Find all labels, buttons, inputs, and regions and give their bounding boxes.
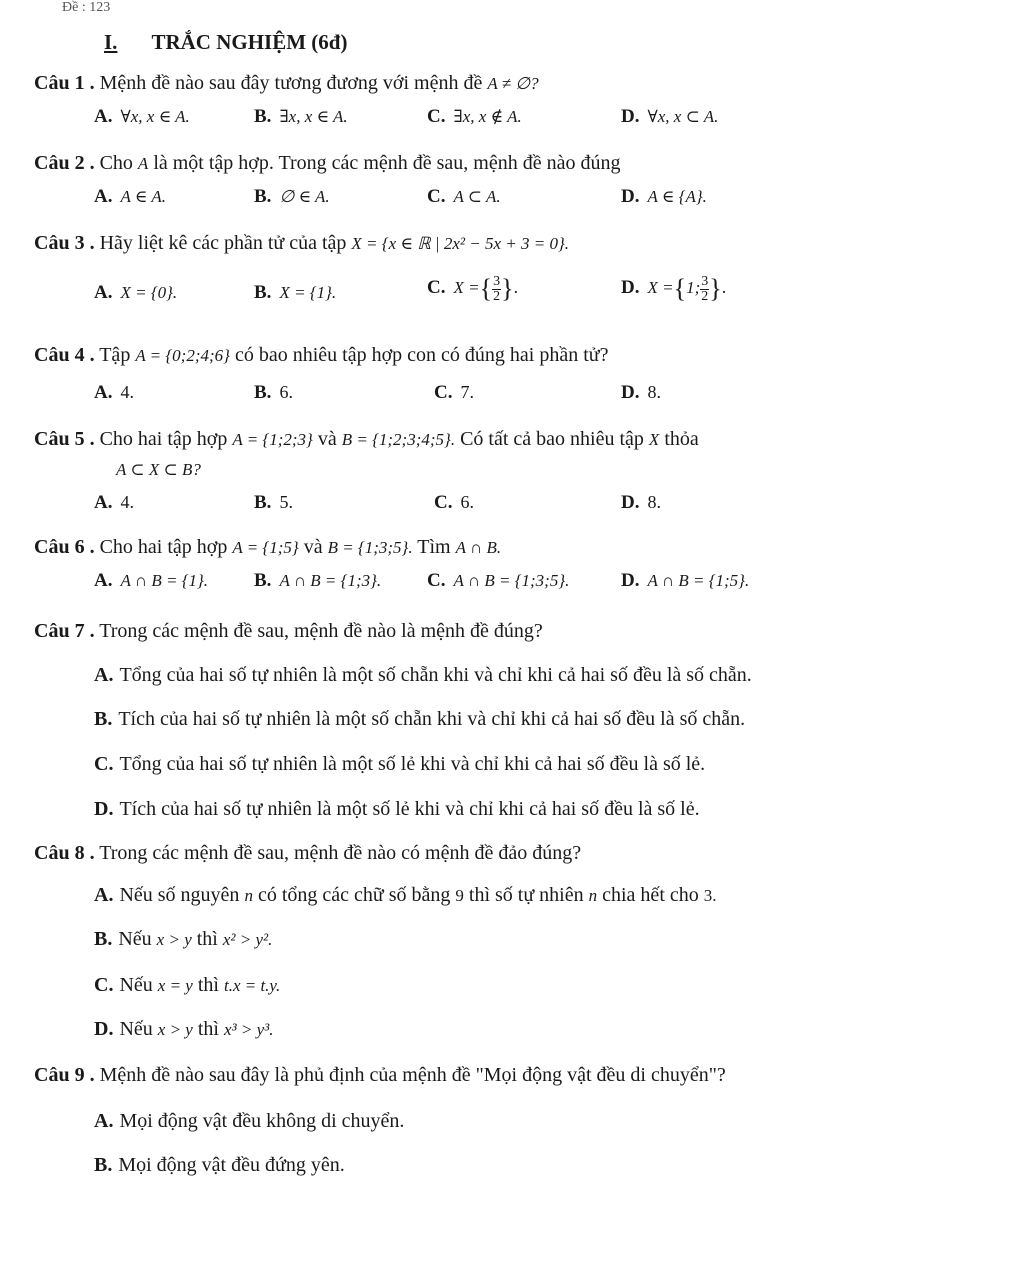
- option-b: B. A ∩ B = {1;3}.: [254, 570, 382, 591]
- question-3: Câu 3 . Hãy liệt kê các phần tử của tập X = {x ∈ ℝ | 2x² − 5x + 3 = 0}.: [34, 232, 569, 254]
- section-number: I.: [104, 30, 118, 54]
- option-c: C. 7.: [434, 382, 474, 403]
- question-1: [34, 72, 539, 95]
- option-b: B. Mọi động vật đều đứng yên.: [94, 1154, 345, 1176]
- question-6: Câu 6 . Cho hai tập hợp A = {1;5} và B = {1;3;5}. Tìm A ∩ B.: [34, 536, 502, 558]
- option-c: C. ∃x, x ∉ A.: [427, 106, 522, 127]
- option-c: C. 6.: [434, 492, 474, 513]
- question-text: Mệnh đề nào sau đây tương đương với mệnh đề: [99, 72, 483, 94]
- option-d: D. Nếu x > y thì x³ > y³.: [94, 1018, 274, 1040]
- option-d: D. 8.: [621, 382, 661, 403]
- option-a: A. Tổng của hai số tự nhiên là một số chẵn khi và chỉ khi cả hai số đều là số chẵn.: [94, 664, 752, 686]
- option-d: D. A ∩ B = {1;5}.: [621, 570, 750, 591]
- question-2: Câu 2 . Cho A là một tập hợp. Trong các mệnh đề sau, mệnh đề nào đúng: [34, 152, 621, 174]
- option-d: D. ∀x, x ⊂ A.: [621, 106, 719, 127]
- option-c: C. Nếu x = y thì t.x = t.y.: [94, 974, 281, 996]
- option-d: D. 8.: [621, 492, 661, 513]
- question-7: Câu 7 . Trong các mệnh đề sau, mệnh đề nào là mệnh đề đúng?: [34, 620, 543, 642]
- option-a: A. Nếu số nguyên n có tổng các chữ số bằng 9 thì số tự nhiên n chia hết cho 3.: [94, 884, 717, 906]
- option-c: C. Tổng của hai số tự nhiên là một số lẻ khi và chỉ khi cả hai số đều là số lẻ.: [94, 753, 706, 775]
- option-d: D. A ∈ {A}.: [621, 186, 707, 207]
- option-a: A. ∀x, x ∈ A.: [94, 106, 190, 127]
- option-b: B. ∅ ∈ A.: [254, 186, 330, 207]
- option-a: A. 4.: [94, 492, 134, 513]
- option-a: A. A ∩ B = {1}.: [94, 570, 209, 591]
- option-d: D. Tích của hai số tự nhiên là một số lẻ khi và chỉ khi cả hai số đều là số lẻ.: [94, 798, 700, 820]
- option-a: A. A ∈ A.: [94, 186, 166, 207]
- section-heading: [104, 30, 347, 55]
- option-a: A. 4.: [94, 382, 134, 403]
- question-5-condition: A ⊂ X ⊂ B?: [116, 460, 201, 479]
- option-c: C. A ∩ B = {1;3;5}.: [427, 570, 570, 591]
- question-8: Câu 8 . Trong các mệnh đề sau, mệnh đề nào có mệnh đề đảo đúng?: [34, 842, 582, 864]
- option-c: C. X ={ $\frac{3}{2}$ }.: [427, 273, 519, 304]
- exam-code: Đề : 123: [62, 0, 111, 15]
- option-a: A. Mọi động vật đều không di chuyển.: [94, 1110, 405, 1132]
- section-title: TRẮC NGHIỆM (6đ): [151, 30, 348, 54]
- option-b: B. Nếu x > y thì x² > y².: [94, 928, 273, 950]
- option-b: B. ∃x, x ∈ A.: [254, 106, 348, 127]
- question-math: A ≠ ∅?: [487, 74, 539, 93]
- option-a: A. X = {0}.: [94, 282, 178, 303]
- question-4: Câu 4 . Tập A = {0;2;4;6} có bao nhiêu tập hợp con có đúng hai phần tử?: [34, 344, 609, 366]
- question-label: Câu 1 .: [34, 72, 95, 94]
- option-b: B. X = {1}.: [254, 282, 337, 303]
- question-5: Câu 5 . Cho hai tập hợp A = {1;2;3} và B = {1;2;3;4;5}. Có tất cả bao nhiêu tập X thỏa: [34, 428, 699, 450]
- option-c: C. A ⊂ A.: [427, 186, 501, 207]
- option-b: B. 5.: [254, 492, 293, 513]
- question-9: Câu 9 . Mệnh đề nào sau đây là phủ định của mệnh đề "Mọi động vật đều di chuyển"?: [34, 1064, 726, 1086]
- option-b: B. Tích của hai số tự nhiên là một số chẵn khi và chỉ khi cả hai số đều là số chẵn.: [94, 708, 746, 730]
- option-d: D. X ={1; $\frac{3}{2}$ }.: [621, 273, 727, 304]
- option-b: B. 6.: [254, 382, 293, 403]
